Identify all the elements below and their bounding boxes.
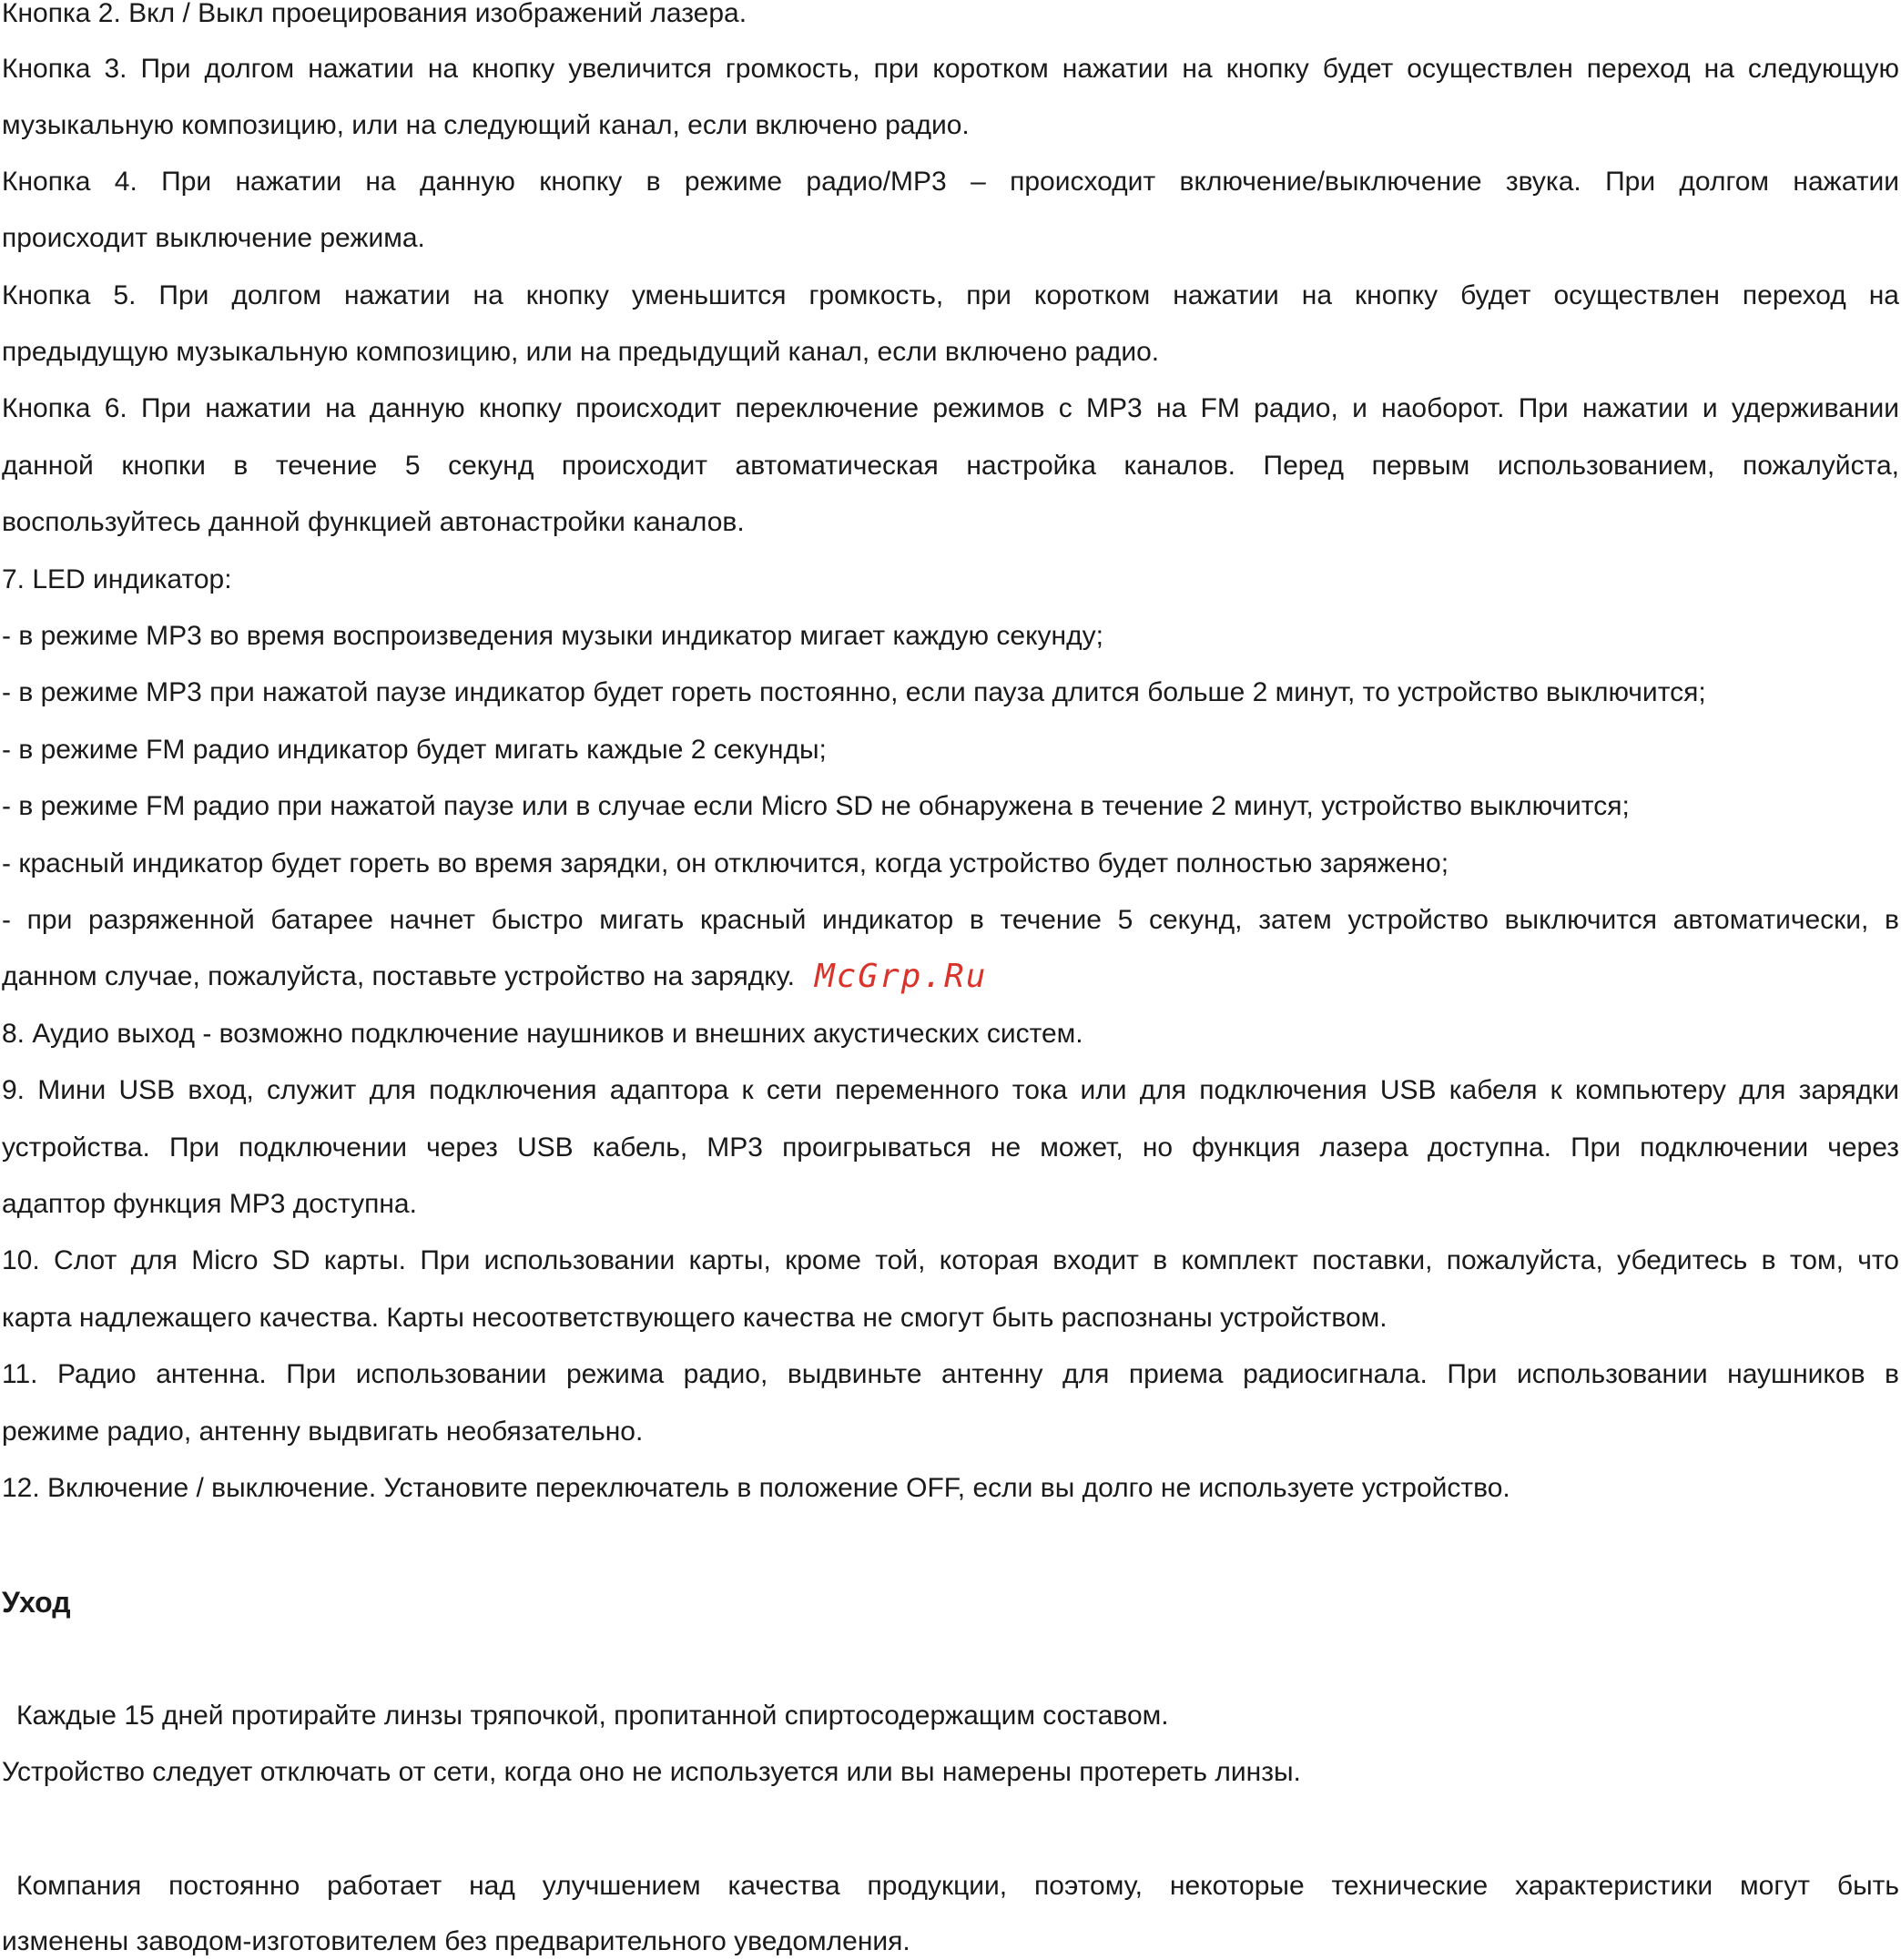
list-heading: 7. LED индикатор:	[2, 564, 232, 594]
text-line: Кнопка 2. Вкл / Выкл проецирования изображений лазера.	[2, 0, 747, 28]
list-item: - в режиме MP3 при нажатой паузе индикатор будет гореть постоянно, если пауза длится больше 2 минут, то устройство выключится;	[2, 677, 1706, 707]
text-line-content: данном случае, пожалуйста, поставьте устройство на зарядку.	[2, 961, 795, 991]
text-line: предыдущую музыкальную композицию, или на предыдущий канал, если включено радио.	[2, 337, 1160, 367]
notice-line: Компания постоянно работает над улучшением качества продукции, поэтому, некоторые технические характеристики могут быть	[16, 1871, 1899, 1901]
list-item: - в режиме FM радио при нажатой паузе или в случае если Micro SD не обнаружена в течение 2 минут, устройство выключится;	[2, 791, 1630, 821]
text-line: происходит выключение режима.	[2, 223, 425, 253]
notice-line: изменены заводом-изготовителем без предварительного уведомления.	[2, 1926, 910, 1956]
text-line: 12. Включение / выключение. Установите переключатель в положение OFF, если вы долго не используете устройство.	[2, 1473, 1510, 1503]
text-line: устройства. При подключении через USB кабель, MP3 проигрываться не может, но функция лазера доступна. При подключении через	[2, 1132, 1899, 1163]
list-item: - при разряженной батарее начнет быстро мигать красный индикатор в течение 5 секунд, затем устройство выключится автоматически, в	[2, 905, 1899, 935]
watermark: McGrp.Ru	[814, 958, 988, 995]
text-line: карта надлежащего качества. Карты несоответствующего качества не смогут быть распознаны устройством.	[2, 1303, 1388, 1333]
text-line: режиме радио, антенну выдвигать необязательно.	[2, 1417, 644, 1447]
text-line: воспользуйтесь данной функцией автонастройки каналов.	[2, 507, 745, 537]
text-line: Устройство следует отключать от сети, когда оно не используется или вы намерены протереть линзы.	[2, 1757, 1301, 1787]
text-line: адаптор функция MP3 доступна.	[2, 1189, 417, 1219]
section-heading: Уход	[2, 1586, 71, 1619]
list-item: - красный индикатор будет гореть во время зарядки, он отключится, когда устройство будет полностью заряжено;	[2, 848, 1449, 878]
text-line: музыкальную композицию, или на следующий канал, если включено радио.	[2, 110, 970, 140]
text-line: Кнопка 4. При нажатии на данную кнопку в режиме радио/MP3 – происходит включение/выключение звука. При долгом нажатии	[2, 167, 1899, 197]
text-line: данной кнопки в течение 5 секунд происходит автоматическая настройка каналов. Перед первым использованием, пожалуйста,	[2, 451, 1899, 481]
text-line: Кнопка 5. При долгом нажатии на кнопку уменьшится громкость, при коротком нажатии на кнопку будет осуществлен переход на	[2, 280, 1899, 310]
text-line: 8. Аудио выход - возможно подключение наушников и внешних акустических систем.	[2, 1019, 1083, 1049]
list-item: - в режиме FM радио индикатор будет мигать каждые 2 секунды;	[2, 735, 827, 765]
list-item: - в режиме MP3 во время воспроизведения музыки индикатор мигает каждую секунду;	[2, 621, 1103, 651]
text-line: 10. Слот для Micro SD карты. При использовании карты, кроме той, которая входит в комплект поставки, пожалуйста, убедитесь в том, что	[2, 1245, 1899, 1275]
text-line	[2, 959, 987, 995]
text-line: 11. Радио антенна. При использовании режима радио, выдвиньте антенну для приема радиосигнала. При использовании наушников в	[2, 1359, 1899, 1389]
text-line: Кнопка 3. При долгом нажатии на кнопку увеличится громкость, при коротком нажатии на кнопку будет осуществлен переход на следующую	[2, 54, 1899, 84]
text-line: Кнопка 6. При нажатии на данную кнопку происходит переключение режимов с MP3 на FM радио, и наоборот. При нажатии и удерживании	[2, 393, 1899, 423]
text-line: 9. Мини USB вход, служит для подключения адаптора к сети переменного тока или для подключения USB кабеля к компьютеру для зарядки	[2, 1075, 1899, 1105]
text-line: Каждые 15 дней протирайте линзы тряпочкой, пропитанной спиртосодержащим составом.	[16, 1701, 1169, 1731]
